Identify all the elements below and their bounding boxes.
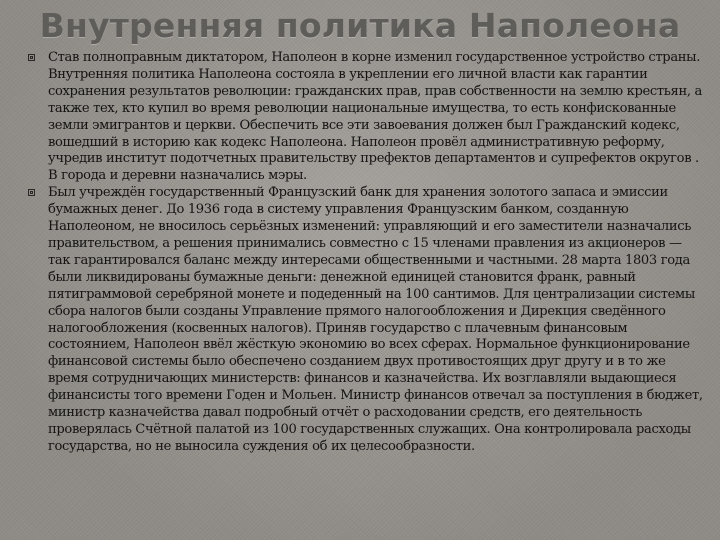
slide-title: Внутренняя политика Наполеона	[39, 6, 681, 45]
square-bullet-icon	[28, 54, 35, 61]
bullet-item	[14, 185, 704, 456]
bullet-text: Был учреждён государственный Французский банк для хранения золотого запаса и эмиссии бумажных денег. До 1936 года в систему управления Французским банком, созданную Наполеоном, не вносилось серьёзных изменений: управляющий и его заместители назначались правительством, а решения принимались совместно с 15 членами правления из акционеров — так гарантировался баланс между интересами общественными и частными. 28 марта 1803 года были ликвидированы бумажные деньги: денежной единицей становится франк, равный пятиграммовой серебряной монете и подеденный на 100 сантимов. Для централизации системы сбора налогов были созданы Управление прямого налогообложения и Дирекция сведённого налогообложения (косвенных налогов). Приняв государство с плачевным финансовым состоянием, Наполеон ввёл жёсткую экономию во всех сферах. Нормальное функционирование финансовой системы было обеспечено созданием двух противостоящих друг другу и в то же время сотрудничающих министерств: финансов и казначейства. Их возглавляли выдающиеся финансисты того времени Годен и Мольен. Министр финансов отвечал за поступления в бюджет, министр казначейства давал подробный отчёт о расходовании средств, его деятельность проверялась Счётной палатой из 100 государственных служащих. Она контролировала расходы государства, но не выносила суждения об их целесообразности.	[48, 185, 703, 454]
slide-content	[14, 50, 704, 456]
bullet-item	[14, 50, 704, 185]
square-bullet-icon	[28, 189, 35, 196]
bullet-text: Став полноправным диктатором, Наполеон в корне изменил государственное устройство страны. Внутренняя политика Наполеона состояла в укреплении его личной власти как гарантии сохранения результатов революции: гражданских прав, прав собственности на землю крестьян, а также тех, кто купил во время революции национальные имущества, то есть конфискованные земли эмигрантов и церкви. Обеспечить все эти завоевания должен был Гражданский кодекс, вошедший в историю как кодекс Наполеона. Наполеон провёл административную реформу, учредив институт подотчетных правительству префектов департаментов и супрефектов округов . В города и деревни назначались мэры.	[48, 50, 702, 184]
